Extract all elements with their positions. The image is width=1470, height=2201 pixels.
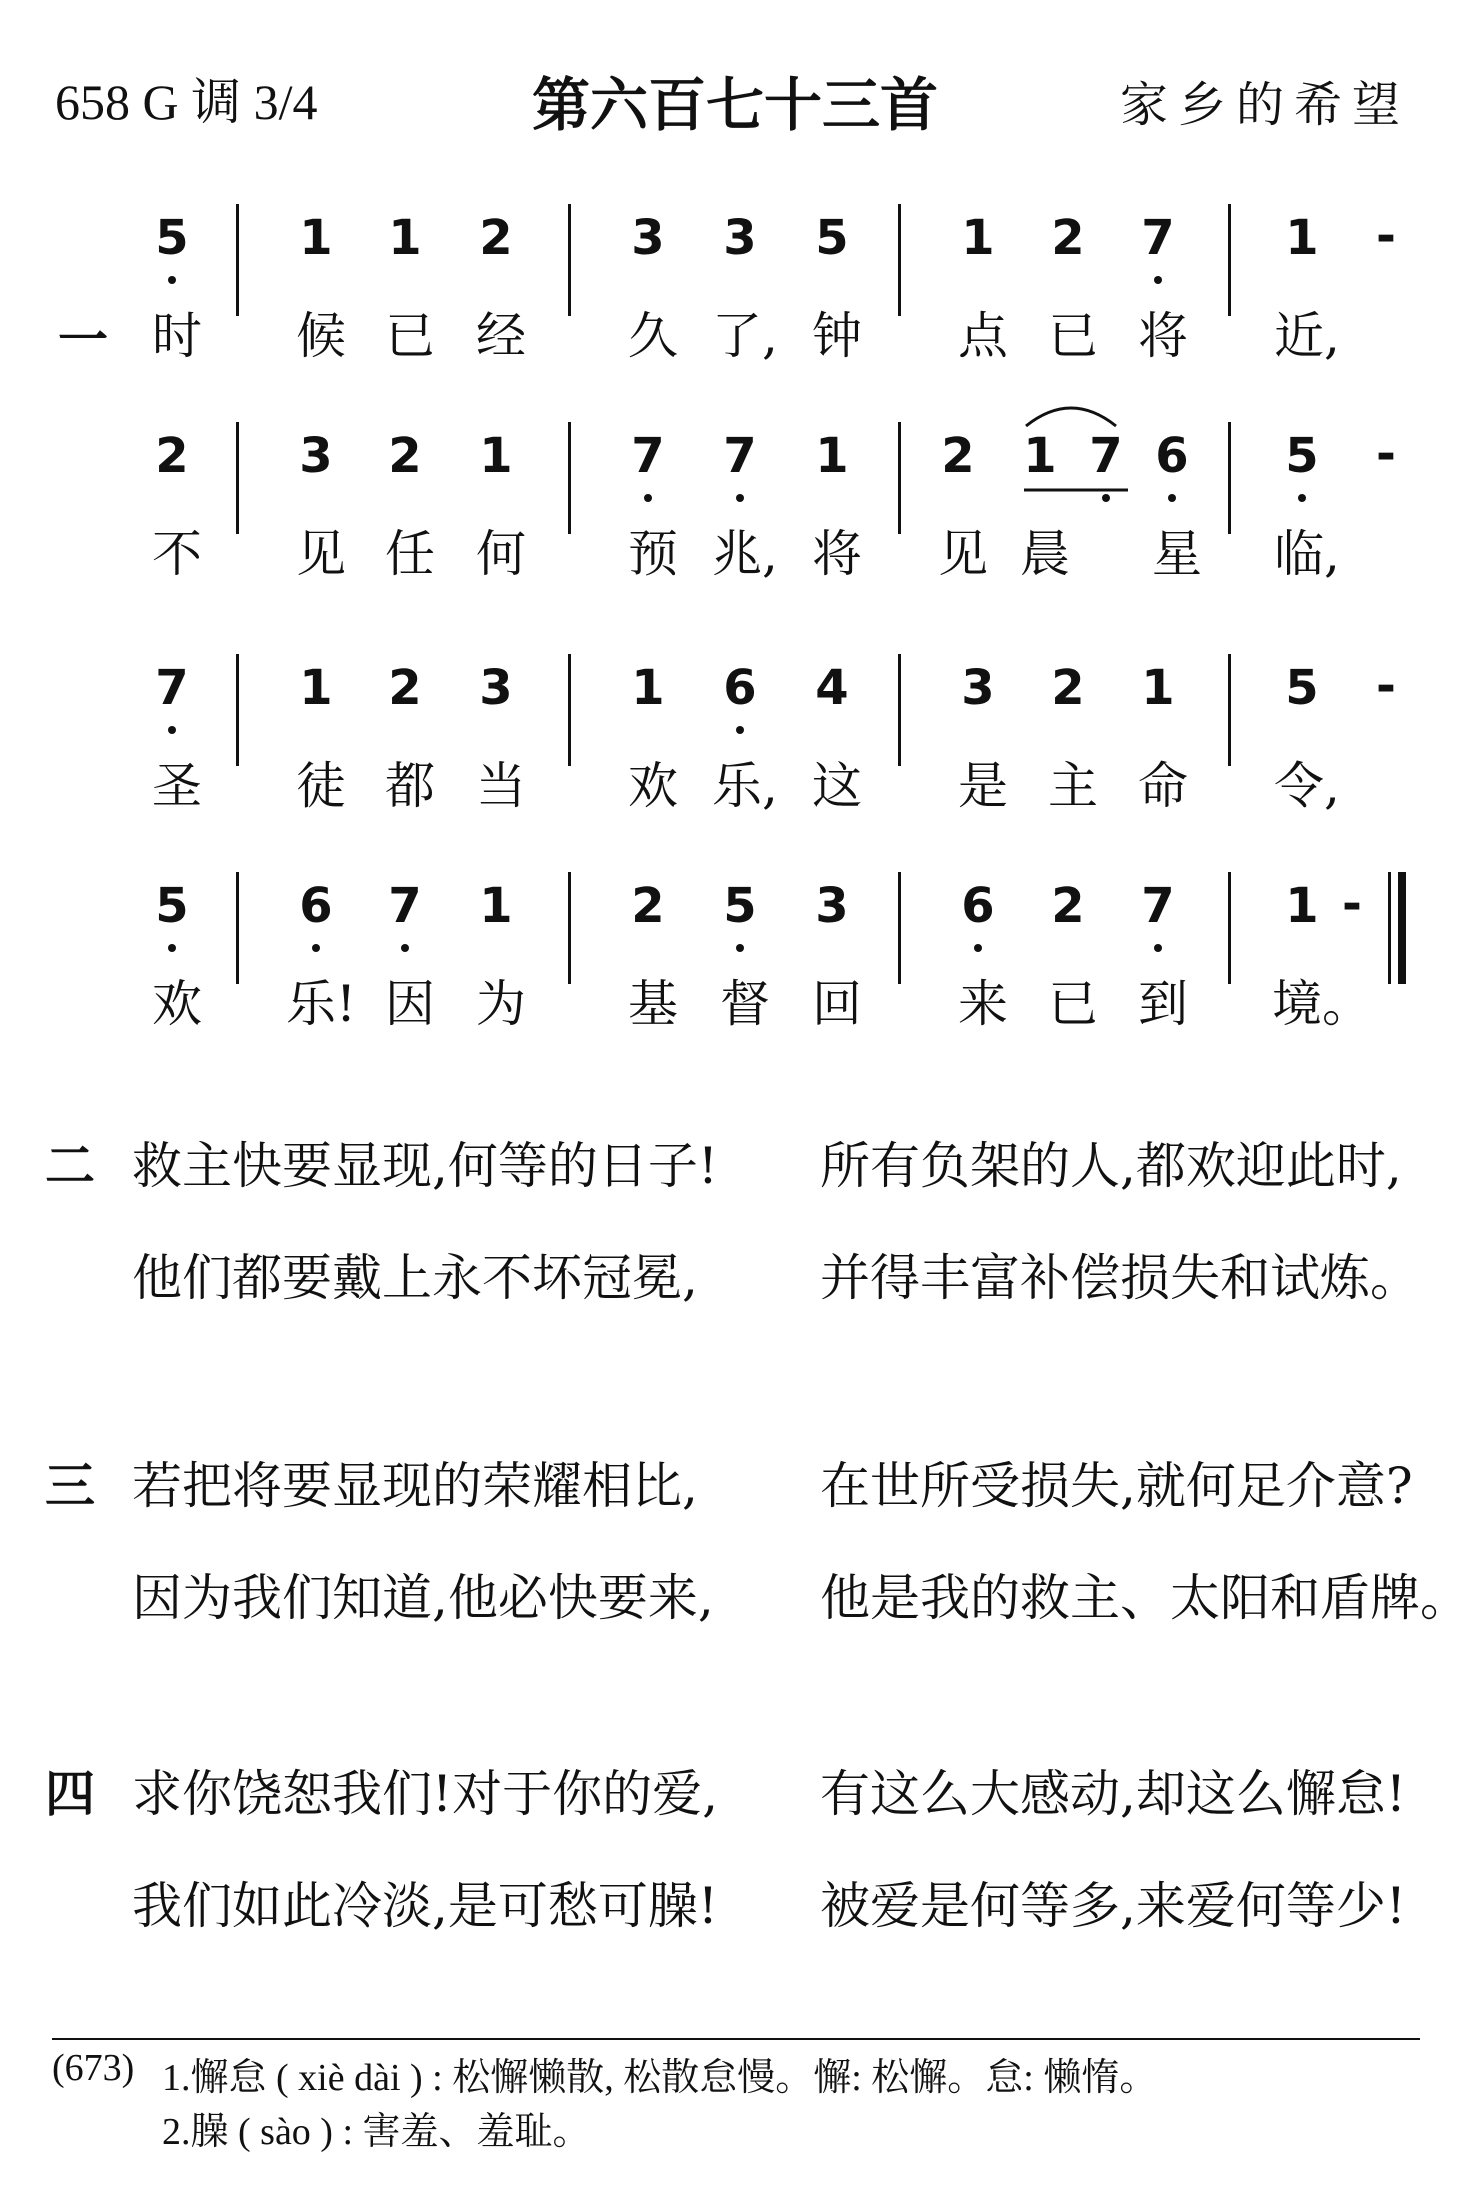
note-digit: 7	[1141, 878, 1175, 934]
note	[1128, 660, 1188, 716]
footnote-number: (673)	[52, 2047, 135, 2089]
lyric-syllable: 命	[1138, 757, 1188, 815]
lyric-syllable: 晨	[1020, 525, 1070, 583]
note-digit: 1	[1141, 660, 1175, 716]
lyric-syllable: 近,	[1274, 307, 1340, 365]
note	[1038, 878, 1098, 934]
lyric-syllable: 星	[1152, 525, 1202, 583]
note	[618, 660, 678, 716]
verse-line: 救主快要显现,何等的日子!	[132, 1137, 718, 1195]
note	[1272, 878, 1332, 934]
note-digit: 7	[155, 660, 189, 716]
note	[710, 210, 770, 266]
note-digit: 7	[723, 428, 757, 484]
note-digit: 3	[299, 428, 333, 484]
bar-line	[898, 654, 901, 766]
note-digit: 2	[479, 210, 513, 266]
note-digit: 6	[1155, 428, 1189, 484]
lyric-syllable: 回	[812, 975, 862, 1033]
note	[618, 428, 678, 484]
note-digit: 7	[1141, 210, 1175, 266]
lyric-syllable: 基	[628, 975, 678, 1033]
note-digit: 1	[815, 428, 849, 484]
lyric-syllable: 令,	[1274, 757, 1340, 815]
lyric-syllable: 见	[296, 525, 346, 583]
note	[142, 428, 202, 484]
note	[1272, 660, 1332, 716]
lyric-syllable: 为	[476, 975, 526, 1033]
note	[466, 878, 526, 934]
lyric-syllable: 见	[938, 525, 988, 583]
footnote-rule	[52, 2038, 1420, 2040]
lyric-syllable: 钟	[812, 307, 862, 365]
note-digit: 1	[479, 428, 513, 484]
lyric-syllable: 乐,	[712, 757, 778, 815]
bar-line	[1228, 422, 1231, 534]
note	[710, 428, 770, 484]
note-digit: 1	[479, 878, 513, 934]
lyric-syllable: 当	[476, 757, 526, 815]
lower-octave-dot	[644, 494, 652, 502]
note	[1128, 878, 1188, 934]
hold-dash: -	[1376, 658, 1396, 714]
hold-dash: -	[1376, 208, 1396, 264]
bar-line	[236, 204, 239, 316]
note-digit: 6	[299, 878, 333, 934]
lyric-syllable: 这	[812, 757, 862, 815]
hymn-subtitle: 家乡的希望	[1119, 79, 1410, 132]
hymn-key-meter: 658 G 调 3/4	[55, 74, 318, 130]
verse-number: 二	[45, 1137, 95, 1195]
note	[142, 210, 202, 266]
bar-line	[568, 204, 571, 316]
note	[802, 210, 862, 266]
note-digit: 3	[479, 660, 513, 716]
lyric-syllable: 都	[385, 757, 435, 815]
note-digit: 4	[815, 660, 849, 716]
lyric-syllable: 预	[628, 525, 678, 583]
lyric-syllable: 临,	[1274, 525, 1340, 583]
verse-line: 因为我们知道,他必快要来,	[132, 1569, 714, 1627]
note-digit: 2	[1051, 210, 1085, 266]
verse-line: 并得丰富补偿损失和试炼。	[820, 1249, 1420, 1307]
note-digit: 2	[941, 428, 975, 484]
note-digit: 1	[299, 660, 333, 716]
note-digit: 3	[961, 660, 995, 716]
note-digit: 6	[961, 878, 995, 934]
lyric-syllable: 欢	[152, 975, 202, 1033]
note	[286, 660, 346, 716]
note	[802, 428, 862, 484]
note	[142, 878, 202, 934]
verse-line: 他们都要戴上永不坏冠冕,	[132, 1249, 698, 1307]
lower-octave-dot	[974, 944, 982, 952]
note	[618, 878, 678, 934]
note-digit: 3	[723, 210, 757, 266]
bar-line	[236, 422, 239, 534]
note	[1272, 210, 1332, 266]
note-digit: 7	[388, 878, 422, 934]
lower-octave-dot	[1298, 494, 1306, 502]
note-digit: 3	[631, 210, 665, 266]
lyric-syllable: 已	[1048, 975, 1098, 1033]
note	[375, 210, 435, 266]
lyric-syllable: 将	[812, 525, 862, 583]
note	[466, 428, 526, 484]
note	[618, 210, 678, 266]
note	[286, 210, 346, 266]
lyric-syllable: 是	[958, 757, 1008, 815]
bar-line	[1228, 654, 1231, 766]
note	[466, 210, 526, 266]
note	[948, 660, 1008, 716]
lyric-syllable: 任	[385, 525, 435, 583]
verse-line: 所有负架的人,都欢迎此时,	[820, 1137, 1402, 1195]
hold-dash: -	[1376, 426, 1396, 482]
note	[710, 660, 770, 716]
note	[710, 878, 770, 934]
note	[802, 660, 862, 716]
verse-line: 我们如此冷淡,是可愁可臊!	[132, 1877, 718, 1935]
lyric-syllable: 不	[152, 525, 202, 583]
verse-label: 一	[58, 311, 108, 369]
note-digit: 2	[1051, 878, 1085, 934]
lyric-syllable: 点	[958, 307, 1008, 365]
lyric-syllable: 经	[476, 307, 526, 365]
lyric-syllable: 督	[720, 975, 770, 1033]
note-digit: 3	[815, 878, 849, 934]
lyric-syllable: 久	[628, 307, 678, 365]
note-digit: 2	[631, 878, 665, 934]
lyric-syllable: 主	[1048, 757, 1098, 815]
verse-line: 被爱是何等多,来爱何等少!	[820, 1877, 1406, 1935]
note	[375, 660, 435, 716]
verse-line: 有这么大感动,却这么懈怠!	[820, 1765, 1406, 1823]
bar-line	[236, 872, 239, 984]
note	[286, 428, 346, 484]
note-digit: 1	[1023, 428, 1057, 484]
lyric-syllable: 圣	[152, 757, 202, 815]
bar-line	[898, 872, 901, 984]
note-digit: 7	[631, 428, 665, 484]
lyric-syllable: 境。	[1272, 975, 1372, 1033]
lyric-syllable: 将	[1138, 307, 1188, 365]
note-digit: 2	[155, 428, 189, 484]
lower-octave-dot	[736, 726, 744, 734]
note-digit: 1	[299, 210, 333, 266]
note	[375, 878, 435, 934]
verse-number: 四	[45, 1765, 95, 1823]
verse-number: 三	[45, 1457, 95, 1515]
final-bar-thick	[1398, 872, 1406, 984]
bar-line	[898, 204, 901, 316]
note-digit: 5	[815, 210, 849, 266]
note-digit: 7	[1089, 428, 1123, 484]
verse-line: 他是我的救主、太阳和盾牌。	[820, 1569, 1470, 1627]
note-digit: 1	[961, 210, 995, 266]
note-digit: 1	[388, 210, 422, 266]
lower-octave-dot	[1154, 276, 1162, 284]
bar-line	[1228, 204, 1231, 316]
lyric-syllable: 欢	[628, 757, 678, 815]
lower-octave-dot	[168, 276, 176, 284]
lyric-syllable: 时	[152, 307, 202, 365]
note-digit: 1	[631, 660, 665, 716]
footnote-2: 2.臊 ( sào ) : 害羞、羞耻。	[162, 2111, 591, 2153]
bar-line	[236, 654, 239, 766]
bar-line	[568, 654, 571, 766]
lower-octave-dot	[312, 944, 320, 952]
note-digit: 1	[1285, 878, 1319, 934]
note	[928, 428, 988, 484]
verse-line: 若把将要显现的荣耀相比,	[132, 1457, 698, 1515]
verse-line: 求你饶恕我们!对于你的爱,	[132, 1765, 718, 1823]
note-digit: 2	[388, 660, 422, 716]
note	[1038, 210, 1098, 266]
lower-octave-dot	[736, 944, 744, 952]
lyric-syllable: 已	[385, 307, 435, 365]
bar-line	[568, 422, 571, 534]
lower-octave-dot	[736, 494, 744, 502]
note-digit: 5	[723, 878, 757, 934]
note-digit: 2	[388, 428, 422, 484]
verse-line: 在世所受损失,就何足介意?	[820, 1457, 1413, 1515]
bar-line	[568, 872, 571, 984]
bar-line	[898, 422, 901, 534]
note	[1128, 210, 1188, 266]
lyric-syllable: 徒	[296, 757, 346, 815]
note-digit: 5	[155, 210, 189, 266]
note	[948, 210, 1008, 266]
lyric-syllable: 已	[1048, 307, 1098, 365]
lyric-syllable: 乐!	[286, 975, 357, 1033]
note	[802, 878, 862, 934]
note-digit: 5	[1285, 660, 1319, 716]
hold-dash: -	[1342, 876, 1362, 932]
note-digit: 6	[723, 660, 757, 716]
lyric-syllable: 来	[958, 975, 1008, 1033]
lyric-syllable: 兆,	[712, 525, 778, 583]
lower-octave-dot	[401, 944, 409, 952]
lyric-syllable: 因	[385, 975, 435, 1033]
note	[286, 878, 346, 934]
lower-octave-dot	[168, 726, 176, 734]
lyric-syllable: 何	[476, 525, 526, 583]
bar-line	[1228, 872, 1231, 984]
note	[1038, 660, 1098, 716]
footnote-1: 1.懈怠 ( xiè dài ) : 松懈懒散, 松散怠慢。懈: 松懈。怠: 懒惰。	[162, 2057, 1158, 2099]
lyric-syllable: 到	[1138, 975, 1188, 1033]
page-title: 第六百七十三首	[531, 73, 938, 138]
note	[466, 660, 526, 716]
note	[142, 660, 202, 716]
note-digit: 5	[1285, 428, 1319, 484]
note	[375, 428, 435, 484]
lower-octave-dot	[1154, 944, 1162, 952]
note	[948, 878, 1008, 934]
lower-octave-dot	[168, 944, 176, 952]
note-digit: 1	[1285, 210, 1319, 266]
final-bar-thin	[1388, 872, 1391, 984]
slur-mark	[1016, 398, 1176, 518]
lyric-syllable: 了,	[712, 307, 778, 365]
note-digit: 5	[155, 878, 189, 934]
lyric-syllable: 候	[296, 307, 346, 365]
note	[1272, 428, 1332, 484]
note-digit: 2	[1051, 660, 1085, 716]
